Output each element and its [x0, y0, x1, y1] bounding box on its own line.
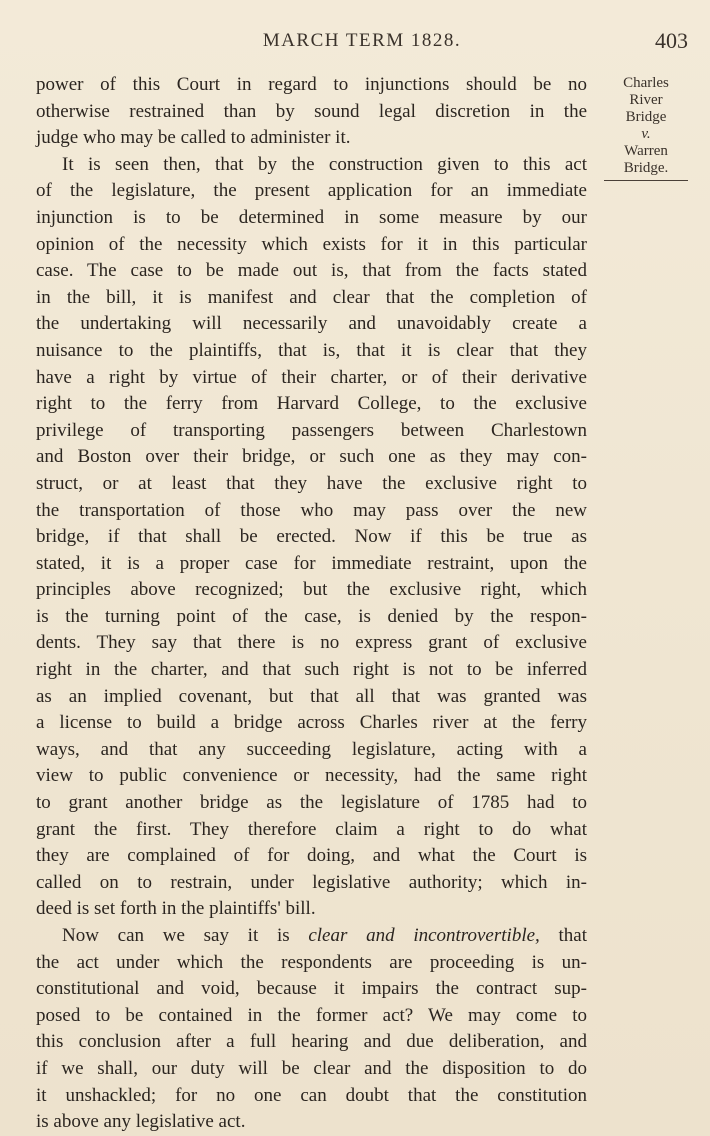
text-line: dents. They say that there is no express grant of exclusive: [36, 632, 587, 654]
text-line: deed is set forth in the plaintiffs' bill.: [36, 898, 316, 920]
text-line: case. The case to be made out is, that from the facts stated: [36, 260, 587, 282]
text-line: privilege of transporting passengers between Charlestown: [36, 419, 587, 441]
text-line: is above any legislative act.: [36, 1111, 246, 1133]
text-line: as an implied covenant, but that all that was granted was: [36, 685, 587, 707]
text-line: right in the charter, and that such right is not to be inferred: [36, 659, 587, 681]
text-line: injunction is to be determined in some measure by our: [36, 206, 587, 228]
text-line-with-emphasis: [36, 923, 587, 950]
text-line: if we shall, our duty will be clear and the disposition to do: [36, 1057, 587, 1079]
text-line: the act under which the respondents are proceeding is un-: [36, 951, 587, 973]
text-line: otherwise restrained than by sound legal discretion in the: [36, 100, 587, 122]
text-line: judge who may be called to administer it.: [36, 127, 351, 149]
emphasis-text: clear and incontrovertible,: [308, 925, 540, 946]
margin-line: Bridge: [625, 109, 667, 125]
text-line: to grant another bridge as the legislature of 1785 had to: [36, 792, 587, 814]
text-line: constitutional and void, because it impairs the contract sup-: [36, 978, 587, 1000]
page-number: 403: [655, 28, 688, 53]
text-line: stated, it is a proper case for immediate restraint, upon the: [36, 552, 587, 574]
margin-line: v.: [641, 126, 651, 142]
text-line: this conclusion after a full hearing and due deliberation, and: [36, 1031, 587, 1053]
text-line: is the turning point of the case, is denied by the respon-: [36, 605, 587, 627]
text-line: the undertaking will necessarily and unavoidably create a: [36, 313, 587, 335]
text-line: It is seen then, that by the construction given to this act: [62, 153, 587, 175]
text-line: they are complained of for doing, and what the Court is: [36, 845, 587, 867]
text-line: it unshackled; for no one can doubt that the constitution: [36, 1084, 587, 1106]
text-line: have a right by virtue of their charter, or of their derivative: [36, 366, 587, 388]
body-text: [36, 72, 587, 1136]
text-line: grant the first. They therefore claim a right to do what: [36, 818, 587, 840]
margin-line: Warren: [624, 143, 668, 159]
text-fragment: Now can we say it is: [62, 925, 309, 946]
running-head: MARCH TERM 1828.: [262, 30, 462, 51]
page-header: [36, 30, 688, 64]
text-line: called on to restrain, under legislative authority; which in-: [36, 871, 587, 893]
text-line: in the bill, it is manifest and clear that the completion of: [36, 286, 587, 308]
text-line: nuisance to the plaintiffs, that is, that it is clear that they: [36, 339, 587, 361]
text-line: the transportation of those who may pass over the new: [36, 499, 587, 521]
text-line: posed to be contained in the former act? We may come to: [36, 1004, 587, 1026]
margin-case-title: [604, 75, 688, 181]
text-line: principles above recognized; but the exclusive right, which: [36, 579, 587, 601]
text-line: a license to build a bridge across Charles river at the ferry: [36, 712, 587, 734]
text-line: opinion of the necessity which exists for it in this particular: [36, 233, 587, 255]
text-line: power of this Court in regard to injunctions should be no: [36, 74, 587, 95]
margin-rule: [604, 180, 688, 181]
text-line: of the legislature, the present application for an immediate: [36, 180, 587, 202]
text-line: and Boston over their bridge, or such one as they may con-: [36, 446, 587, 468]
text-fragment: that: [539, 925, 587, 946]
text-line: right to the ferry from Harvard College, to the exclusive: [36, 393, 587, 415]
margin-line: Bridge.: [623, 160, 669, 176]
margin-line: Charles: [623, 75, 669, 91]
text-line: bridge, if that shall be erected. Now if this be true as: [36, 526, 587, 548]
margin-line: River: [629, 92, 663, 108]
text-line: struct, or at least that they have the exclusive right to: [36, 472, 587, 494]
text-line: ways, and that any succeeding legislature, acting with a: [36, 738, 587, 760]
text-line: view to public convenience or necessity, had the same right: [36, 765, 587, 787]
